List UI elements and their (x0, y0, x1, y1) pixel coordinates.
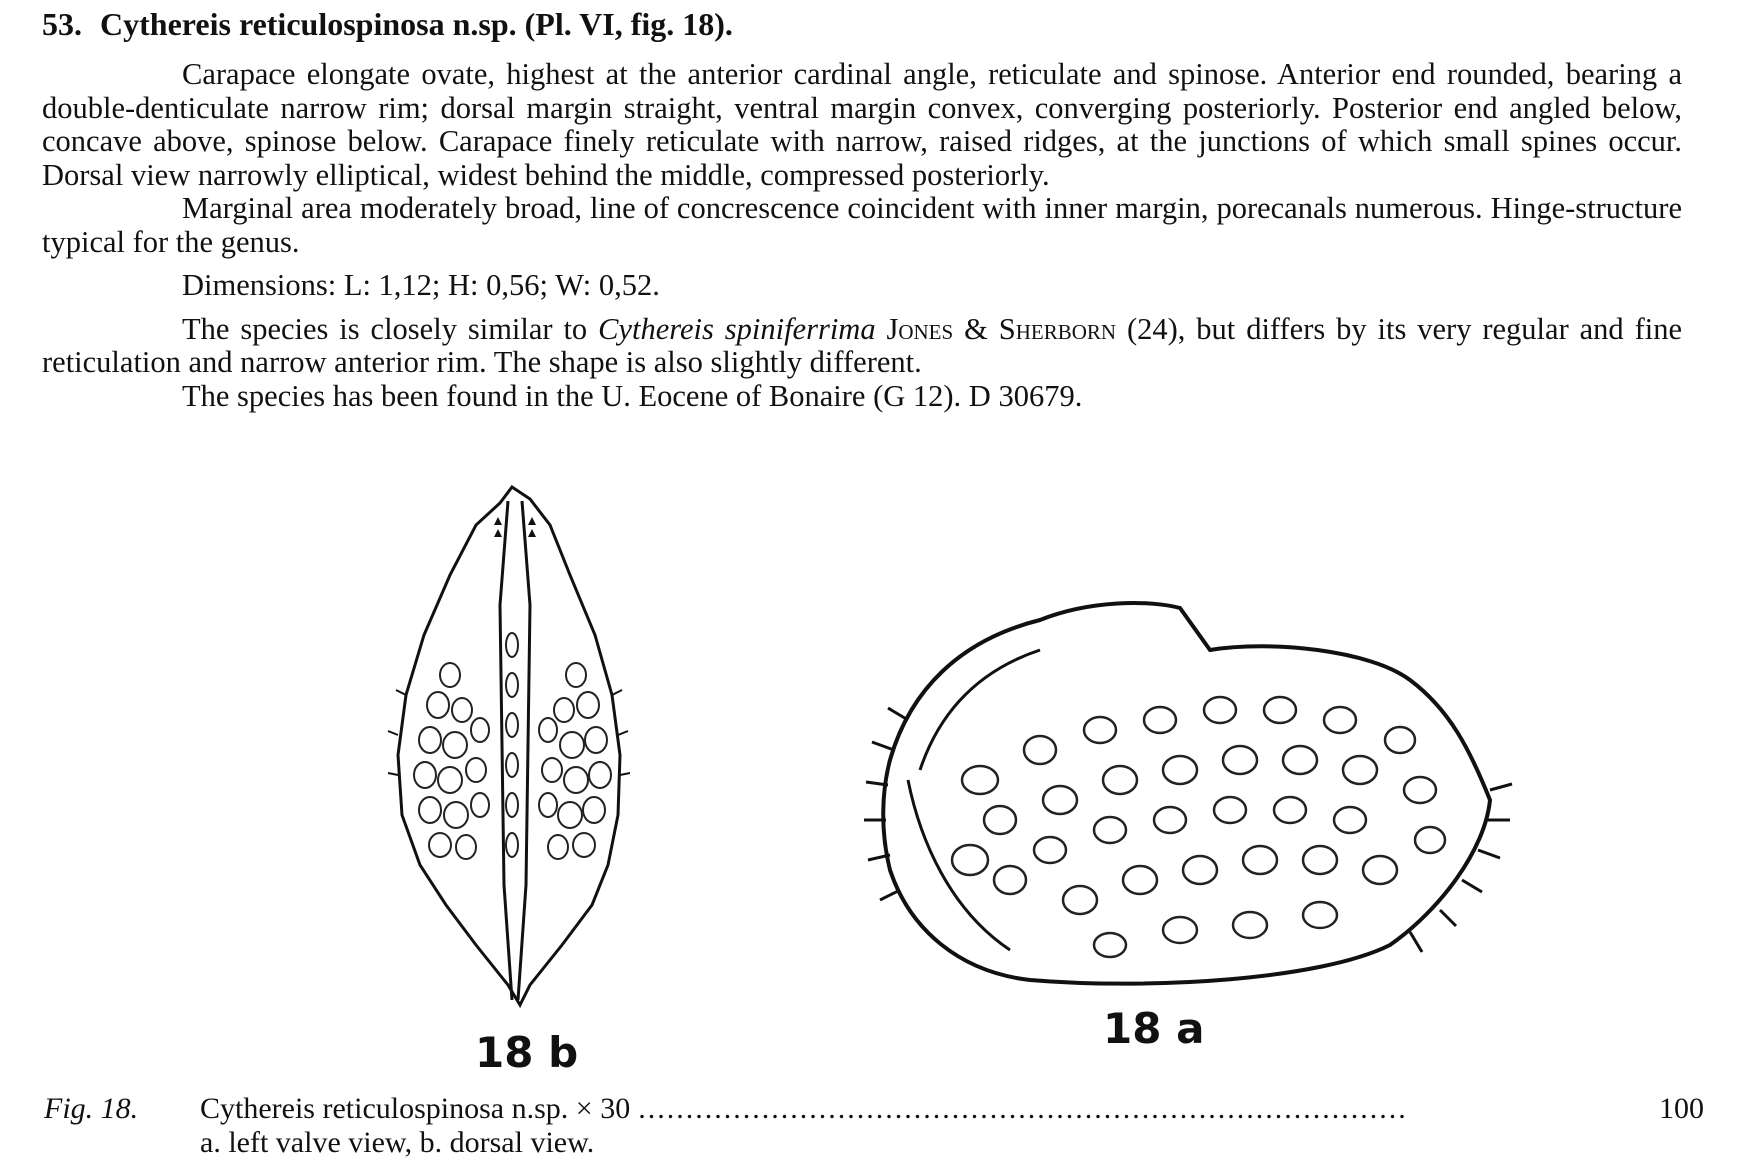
comparison-author-1: Jones (886, 311, 954, 346)
paragraph-marginal-area: Marginal area moderately broad, line of concrescence coincident with inner margin, porecanals numerous. Hinge-structure typical for the genus. (42, 191, 1682, 259)
paragraph-occurrence: The species has been found in the U. Eocene of Bonaire (G 12). D 30679. (182, 378, 1083, 413)
comparison-lead: The species is closely similar to (182, 311, 599, 346)
comparison-species: Cythereis spiniferrima (598, 311, 876, 346)
heading-number: 53. (42, 6, 82, 42)
heading-title: Cythereis reticulospinosa n.sp. (Pl. VI, fig. 18). (100, 6, 733, 42)
caption-subtitle: a. left valve view, b. dorsal view. (200, 1126, 595, 1159)
figure-label-18a: 18 a (1103, 1004, 1205, 1053)
description-text (42, 58, 1682, 413)
caption-line-1 (44, 1092, 1704, 1126)
species-heading (42, 6, 733, 43)
comparison-ampersand: & (953, 311, 999, 346)
comparison-author-2: Sherborn (998, 311, 1117, 346)
caption-title: Cythereis reticulospinosa n.sp. × 30 (200, 1092, 631, 1125)
dorsal-view-illustration (380, 485, 650, 1010)
figure-label-18b: 18 b (475, 1028, 579, 1077)
paragraph-carapace: Carapace elongate ovate, highest at the anterior cardinal angle, reticulate and spinose. Anterior end rounded, bearing a double-denticulate narrow rim; dorsal margin straight, ventral margin convex, converging posteriorly. Posterior end angled below, concave above, spinose below. Carapace finely reticulate with narrow, raised ridges, at the junctions of which small spines occur. Dorsal view narrowly elliptical, widest behind the middle, compressed posteriorly. (42, 57, 1682, 192)
figure-caption (44, 1092, 1704, 1160)
comparison-rest: (24), but differs by its very regular and fine reticulation and narrow anterior rim. The shape is also slightly different. (42, 311, 1682, 379)
caption-page-number: 100 (1659, 1092, 1704, 1125)
left-valve-illustration (850, 580, 1530, 1010)
paragraph-dimensions: Dimensions: L: 1,12; H: 0,56; W: 0,52. (182, 268, 660, 302)
caption-figure-number: Fig. 18. (44, 1092, 139, 1125)
paragraph-comparison (42, 313, 1682, 380)
caption-leader-dots: ................................................................................. (638, 1092, 1408, 1125)
